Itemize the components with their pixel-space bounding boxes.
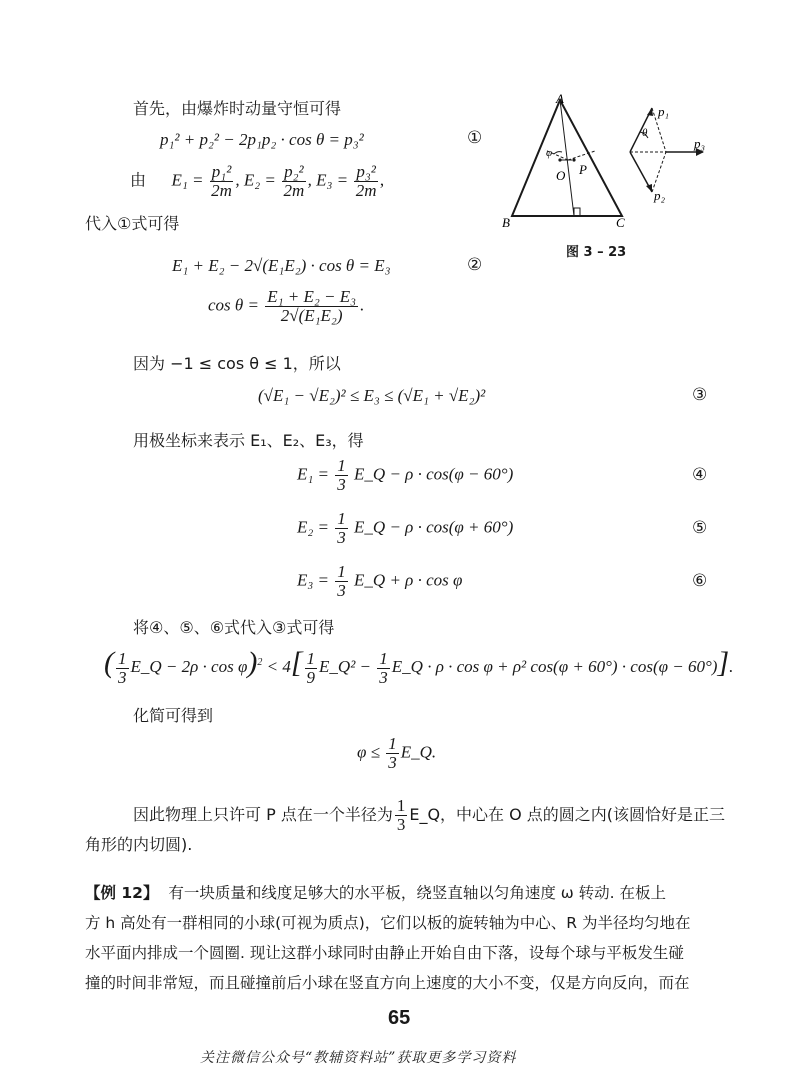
- energy-definitions: [130, 163, 384, 200]
- phi-arc: [554, 152, 562, 154]
- cos-lhs: cos θ =: [208, 295, 259, 315]
- long-inequality: ( $\frac{1}{3}$ E_Q − 2ρ · cos φ)$^2$ < 4[ $\frac{1}{9}$ E_Q² − $\frac{1}{3}$ E_Q · ρ · cos φ + ρ² cos(φ + 60°) · cos(φ − 60°)].: [104, 646, 734, 687]
- ineq-eq-squared: E_Q²: [319, 657, 356, 676]
- energies-comma: ,: [379, 170, 385, 190]
- perpendicular-line-c: [560, 100, 574, 216]
- label-b: B: [502, 215, 510, 230]
- e3-den: 2m: [355, 181, 377, 200]
- ineq-ninth-num: 1: [306, 648, 316, 668]
- conclusion-line-1: [133, 797, 725, 834]
- equation-1-number: ①: [467, 128, 483, 148]
- ineq-left: E_Q − 2ρ · cos φ: [130, 657, 248, 676]
- by-word: 由: [130, 170, 147, 190]
- page-number: 65: [388, 1007, 411, 1029]
- substitute-456-line: 将④、⑤、⑥式代入③式可得: [133, 618, 335, 637]
- equation-6: [297, 563, 462, 600]
- result-rhs: E_Q.: [400, 742, 437, 762]
- label-phi: φ: [546, 147, 553, 159]
- ineq-minus: −: [359, 657, 372, 676]
- eq4-frac-num: 1: [337, 456, 346, 475]
- ineq-third-num: 1: [118, 648, 127, 668]
- dashed-p2-p3: [652, 152, 666, 192]
- intro-line: 首先，由爆炸时动量守恒可得: [133, 99, 342, 118]
- label-a: A: [556, 91, 564, 106]
- point-p: [572, 158, 575, 161]
- e1-lhs: E₁ =: [171, 170, 204, 190]
- e3-lhs: , E₃ =: [307, 170, 349, 190]
- label-p1: p₁: [658, 104, 670, 119]
- label-p: P: [579, 162, 587, 177]
- ineq-third2-num: 1: [379, 648, 388, 668]
- equation-5: [297, 510, 513, 547]
- e2-lhs: , E₂ =: [235, 170, 276, 190]
- polar-line: 用极坐标来表示 E₁、E₂、E₃，得: [133, 431, 364, 450]
- cos-numerator: E₁ + E₂ − E₃: [267, 287, 357, 306]
- because-line: 因为 −1 ≤ cos θ ≤ 1，所以: [133, 354, 341, 373]
- ineq-ninth-den: 9: [306, 667, 316, 687]
- eq4-frac-den: 3: [337, 475, 346, 494]
- eq6-frac-num: 1: [337, 562, 346, 581]
- conclusion-frac-num: 1: [396, 796, 406, 815]
- example-line-2: 方 h 高处有一群相同的小球(可视为质点)，它们以板的旋转轴为中心、R 为半径均匀地在: [85, 914, 691, 932]
- equation-2: E₁ + E₂ − 2√(E₁E₂) · cos θ = E₃: [172, 256, 391, 275]
- example-12: [85, 878, 725, 998]
- cos-denominator: 2√(E₁E₂): [280, 306, 343, 325]
- example-tag: 【例 12】: [85, 884, 159, 902]
- right-angle-mark-bottom: [574, 208, 580, 216]
- result-frac-den: 3: [388, 753, 397, 772]
- label-o: O: [556, 168, 566, 183]
- e3-num: p₃²: [356, 162, 376, 181]
- equation-4: [297, 457, 513, 494]
- conclusion-part-b: E_Q，中心在 O 点的圆之内(该圆恰好是正三: [409, 805, 726, 824]
- cos-theta-expression: cos θ = $\frac{\text{E₁ + E₂ − E₃}}{\text{2√(E₁E₂)}}$ .: [208, 287, 365, 325]
- conclusion-line-2: 角形的内切圆).: [85, 835, 193, 854]
- ineq-end: .: [729, 657, 734, 676]
- e2-den: 2m: [283, 181, 305, 200]
- conclusion-frac-den: 3: [396, 815, 406, 834]
- equation-5-number: ⑤: [692, 518, 708, 538]
- footer-note: 关注微信公众号“教辅资料站”获取更多学习资料: [200, 1050, 517, 1066]
- substitute-line: 代入①式可得: [85, 214, 180, 233]
- e1-num: p₁²: [211, 162, 232, 181]
- ineq-mid: < 4: [266, 657, 291, 676]
- eq5-frac-den: 3: [337, 528, 346, 547]
- figure-caption: 图 3 – 23: [566, 245, 627, 260]
- label-theta: θ: [642, 127, 648, 139]
- ineq-third-den: 3: [118, 667, 127, 687]
- eq5-lhs: E₂ =: [297, 517, 330, 537]
- example-line-3: 水平面内排成一个圆圈. 现让这群小球同时由静止开始自由下落，设每个球与平板发生碰: [85, 944, 684, 962]
- arrow-p2-icon: [646, 184, 652, 192]
- conclusion-part-a: 因此物理上只许可 P 点在一个半径为: [133, 805, 393, 824]
- e2-num: p₂²: [284, 162, 304, 181]
- e1-den: 2m: [211, 181, 232, 200]
- equation-1: p₁² + p₂² − 2p₁p₂ · cos θ = p₃²: [160, 130, 364, 149]
- equation-4-number: ④: [692, 465, 708, 485]
- label-p3: p₃: [694, 136, 706, 151]
- eq6-lhs: E₃ =: [297, 570, 330, 590]
- simplify-line: 化简可得到: [133, 706, 214, 725]
- equation-3-number: ③: [692, 385, 708, 405]
- result-lhs: φ ≤: [357, 742, 380, 762]
- equation-3: (√E₁ − √E₂)² ≤ E₃ ≤ (√E₁ + √E₂)²: [258, 386, 486, 405]
- eq6-frac-den: 3: [337, 581, 346, 600]
- example-line-1: 有一块质量和线度足够大的水平板，绕竖直轴以匀角速度 ω 转动. 在板上: [168, 884, 667, 902]
- ineq-third2-den: 3: [379, 667, 388, 687]
- point-o: [558, 158, 561, 161]
- result-inequality: [357, 735, 436, 772]
- result-frac-num: 1: [388, 734, 397, 753]
- equation-2-number: ②: [467, 255, 483, 275]
- eq4-lhs: E₁ =: [297, 464, 330, 484]
- eq5-rest: E_Q − ρ · cos(φ + 60°): [354, 517, 514, 537]
- label-p2: p₂: [654, 188, 666, 203]
- equation-6-number: ⑥: [692, 571, 708, 591]
- eq5-frac-num: 1: [337, 509, 346, 528]
- eq6-rest: E_Q + ρ · cos φ: [354, 570, 463, 590]
- example-line-4: 撞的时间非常短，而且碰撞前后小球在竖直方向上速度的大小不变，仅是方向反向，而在: [85, 974, 690, 992]
- ineq-tail: E_Q · ρ · cos φ + ρ² cos(φ + 60°) · cos(φ − 60°): [391, 657, 718, 676]
- figure-3-23: [490, 88, 730, 238]
- label-c: C: [616, 215, 625, 230]
- eq4-rest: E_Q − ρ · cos(φ − 60°): [354, 464, 514, 484]
